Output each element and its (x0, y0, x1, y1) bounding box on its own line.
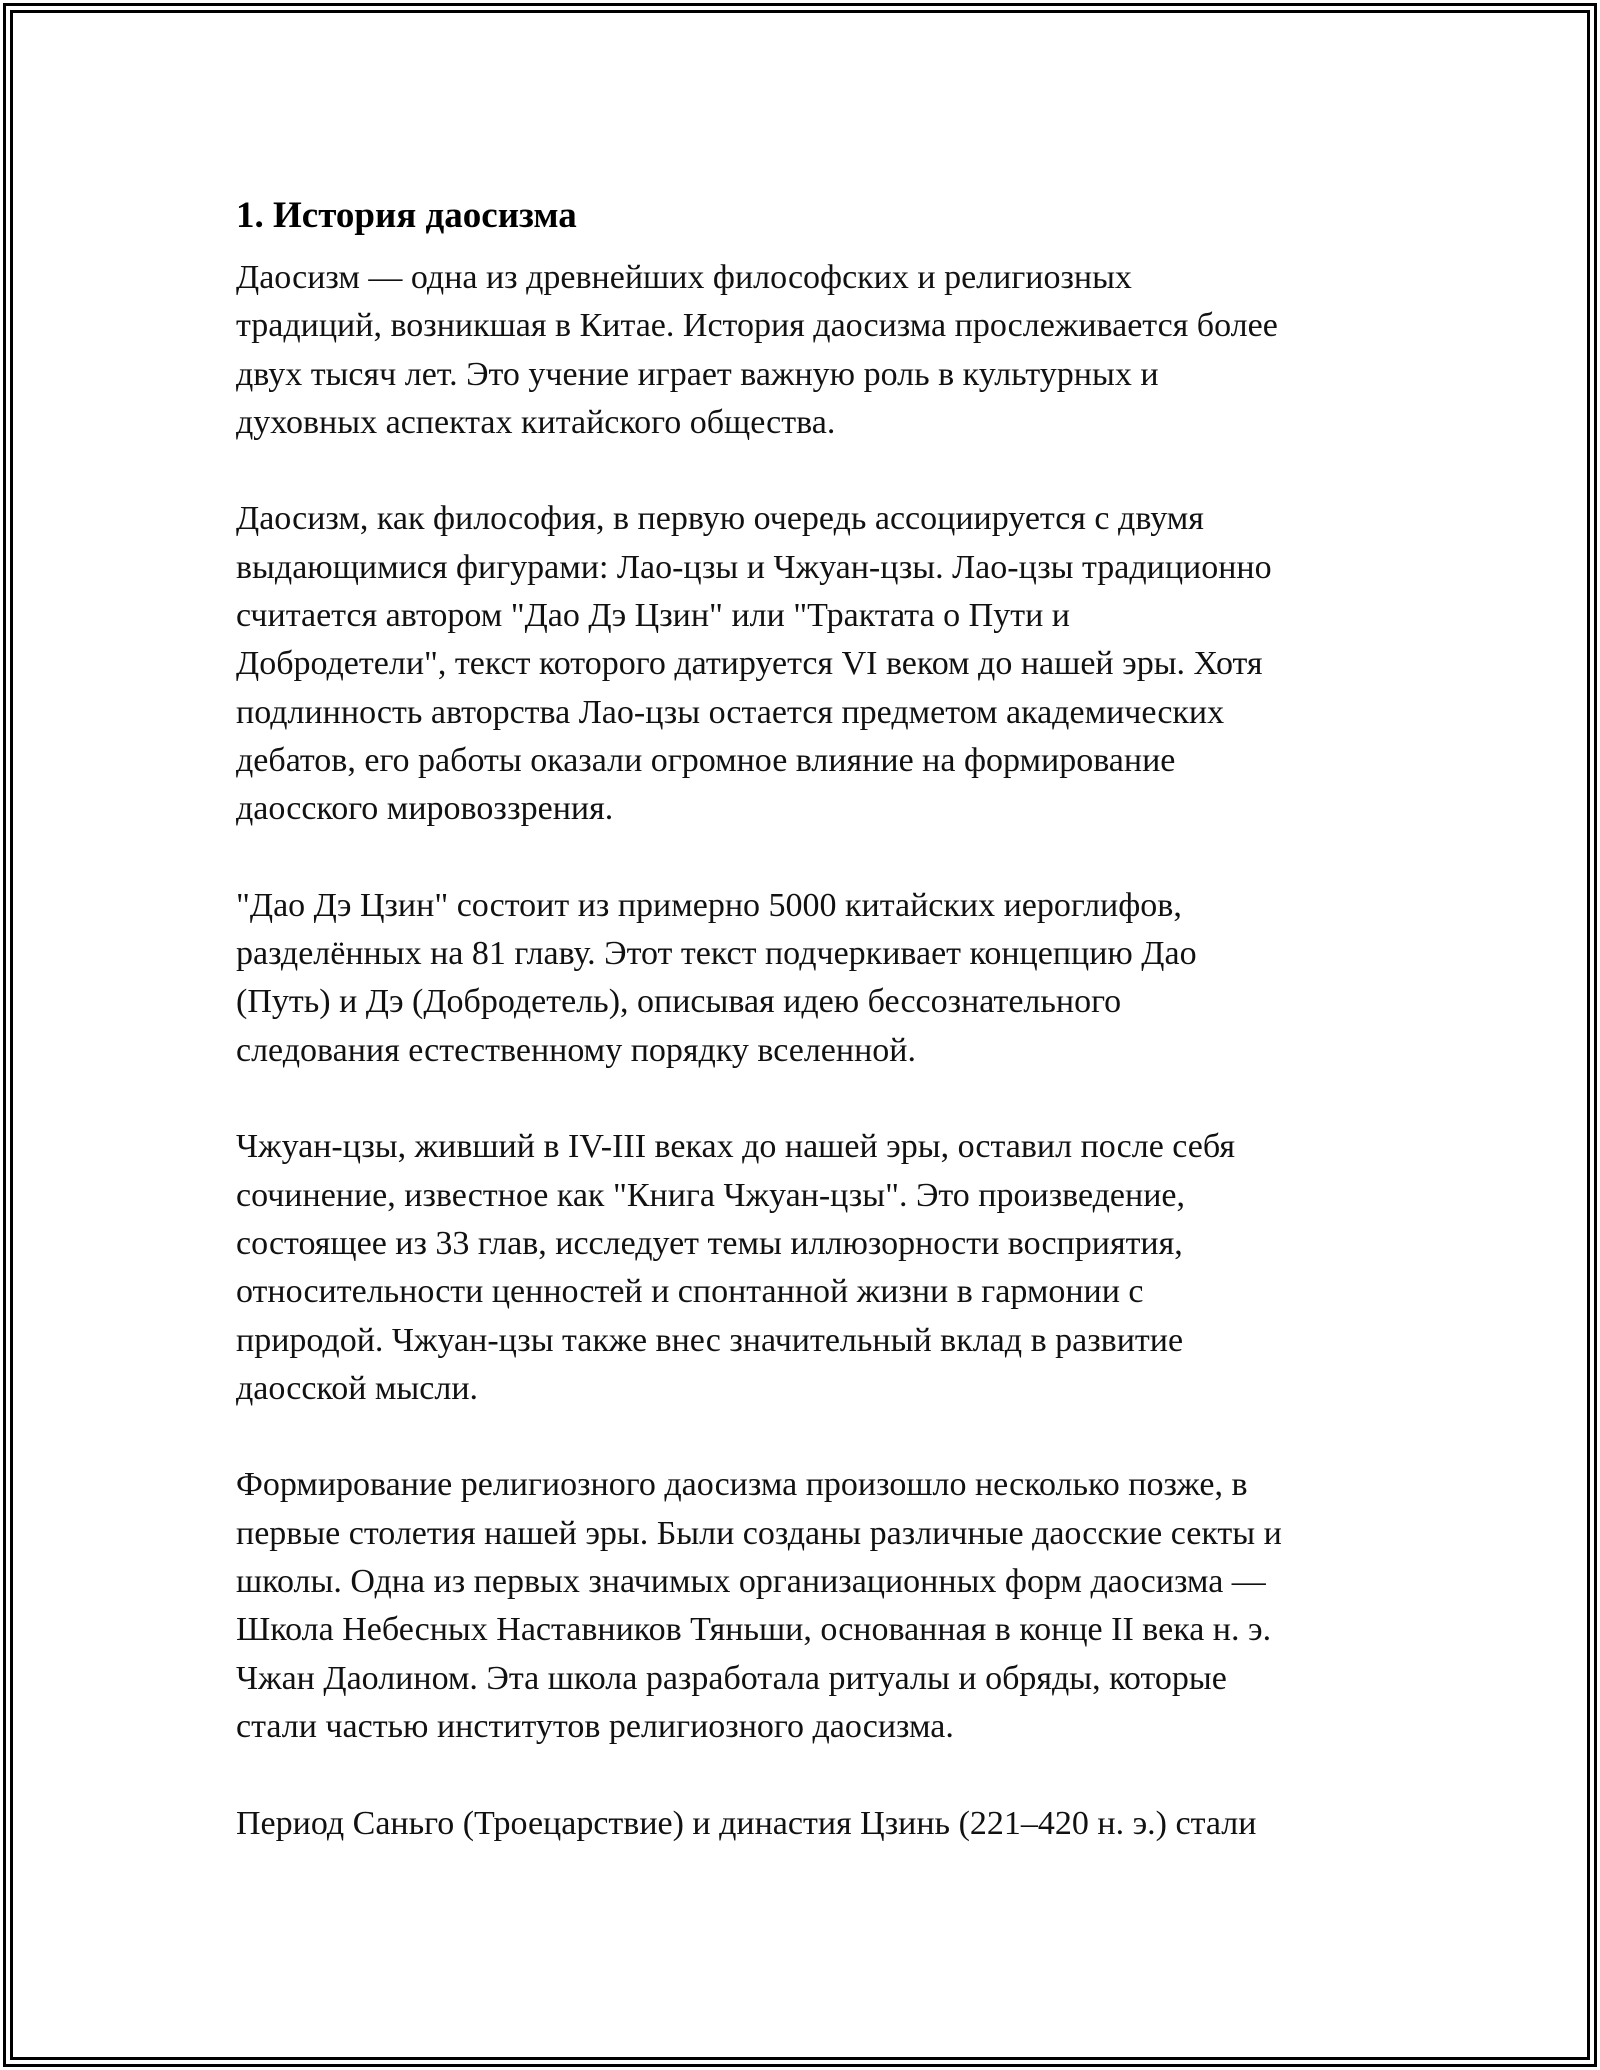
text-line: первые столетия нашей эры. Были созданы различные даосские секты и (236, 1514, 1282, 1552)
text-line: Формирование религиозного даосизма произошло несколько позже, в (236, 1466, 1248, 1504)
text-line: Даосизм, как философия, в первую очередь ассоциируется с двумя (236, 500, 1204, 538)
text-line: сочинение, известное как "Книга Чжуан-цзы". Это произведение, (236, 1176, 1185, 1214)
text-line: духовных аспектах китайского общества. (236, 403, 836, 441)
text-line: считается автором "Дао Дэ Цзин" или "Трактата о Пути и (236, 597, 1070, 635)
text-line: традиций, возникшая в Китае. История даосизма прослеживается более (236, 307, 1278, 345)
document-body (236, 188, 1386, 1848)
text-line: Период Саньго (Троецарствие) и династия Цзинь (221–420 н. э.) стали (236, 1804, 1257, 1842)
paragraph-laozi (236, 495, 1386, 833)
paragraph-intro (236, 254, 1386, 447)
paragraph-daodejing (236, 882, 1386, 1075)
text-line: даосской мысли. (236, 1369, 479, 1407)
paragraph-three-kingdoms (236, 1800, 1386, 1848)
text-line: подлинность авторства Лао-цзы остается предметом академических (236, 693, 1225, 731)
text-line: разделённых на 81 главу. Этот текст подчеркивает концепцию Дао (236, 935, 1197, 973)
text-line: Добродетели", текст которого датируется VI веком до нашей эры. Хотя (236, 645, 1263, 683)
text-line: выдающимися фигурами: Лао-цзы и Чжуан-цзы. Лао-цзы традиционно (236, 548, 1272, 586)
text-line: двух тысяч лет. Это учение играет важную роль в культурных и (236, 355, 1159, 393)
paragraph-zhuangzi (236, 1123, 1386, 1413)
text-line: школы. Одна из первых значимых организационных форм даосизма — (236, 1563, 1266, 1601)
text-line: природой. Чжуан-цзы также внес значительный вклад в развитие (236, 1321, 1184, 1359)
text-line: стали частью институтов религиозного даосизма. (236, 1707, 954, 1745)
text-line: Чжуан-цзы, живший в IV-III веках до нашей эры, оставил после себя (236, 1128, 1235, 1166)
text-line: "Дао Дэ Цзин" состоит из примерно 5000 китайских иероглифов, (236, 886, 1182, 924)
text-line: состоящее из 33 глав, исследует темы иллюзорности восприятия, (236, 1224, 1183, 1262)
text-line: следования естественному порядку вселенной. (236, 1031, 916, 1069)
text-line: Чжан Даолином. Эта школа разработала ритуалы и обряды, которые (236, 1659, 1227, 1697)
paragraph-religious-daoism (236, 1461, 1386, 1751)
section-heading: 1. История даосизма (236, 195, 577, 236)
text-line: Школа Небесных Наставников Тяньши, основанная в конце II века н. э. (236, 1611, 1272, 1649)
text-line: даосского мировоззрения. (236, 790, 614, 828)
text-line: (Путь) и Дэ (Добродетель), описывая идею бессознательного (236, 983, 1122, 1021)
text-line: дебатов, его работы оказали огромное влияние на формирование (236, 741, 1176, 779)
text-line: Даосизм — одна из древнейших философских и религиозных (236, 259, 1132, 296)
text-line: относительности ценностей и спонтанной жизни в гармонии с (236, 1273, 1144, 1311)
